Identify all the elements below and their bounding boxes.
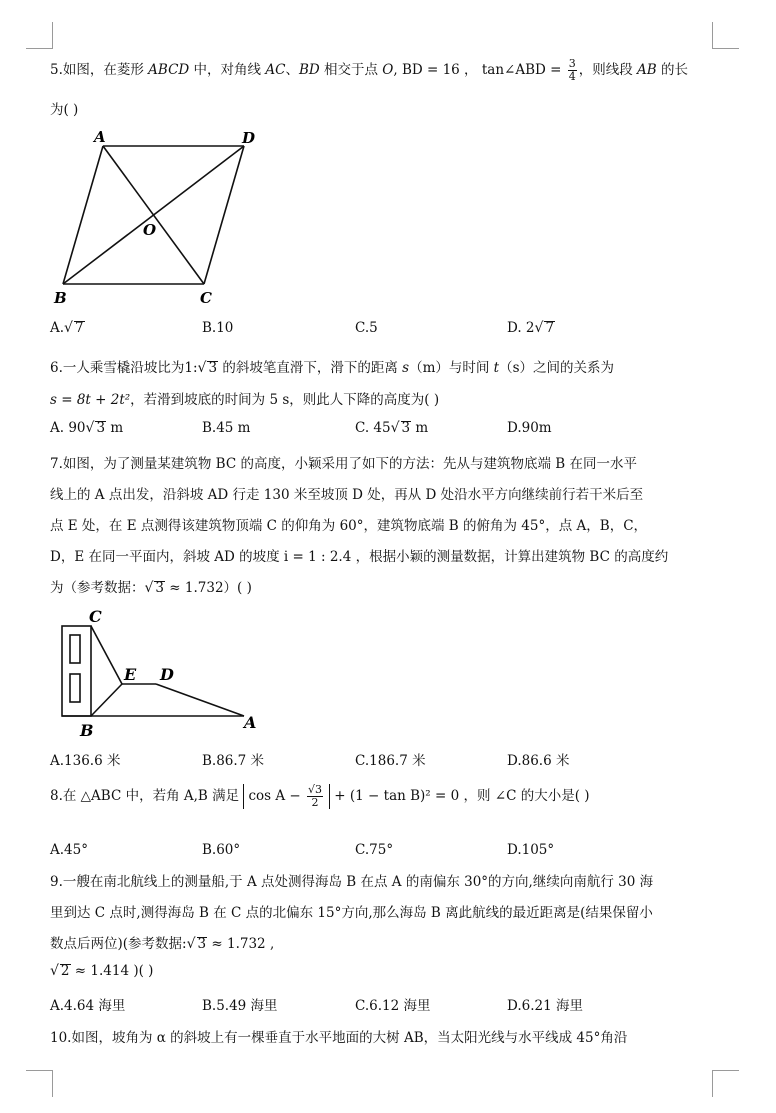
rhombus-side-dc <box>204 146 244 284</box>
q8-option-a[interactable]: A.45° <box>50 842 88 858</box>
q6-option-a[interactable]: A. 90√ 3 m <box>50 420 124 436</box>
q8-option-d[interactable]: D.105° <box>507 842 555 858</box>
q9-options <box>50 994 710 1014</box>
fraction: $\frac{3}{4}$ <box>568 57 576 83</box>
q6-option-d[interactable]: D.90m <box>507 420 552 436</box>
q5-option-b[interactable]: B.10 <box>202 320 234 336</box>
q6-options <box>50 420 710 440</box>
diagonal-bd <box>63 146 244 284</box>
crop-mark-top-right <box>712 22 739 49</box>
point-label-b: B <box>80 721 94 740</box>
q8-stem: 8.在 △ABC 中，若角 A,B 满足 cos A − $\frac{√3}{2}$ + (1 − tan B)² = 0 ，则 ∠C 的大小是( ) <box>50 783 590 809</box>
q6-option-c[interactable]: C. 45√ 3 m <box>355 420 429 436</box>
crop-mark-top-left <box>26 22 53 49</box>
q7-stem-line2: 线上的 A 点出发，沿斜坡 AD 行走 130 米至坡顶 D 处，再从 D 处沿水平方向继续前行若干米后至 <box>50 487 644 503</box>
q5-option-a[interactable]: A.√ 7 <box>50 320 84 336</box>
q7-stem-line4: D，E 在同一平面内，斜坡 AD 的坡度 i = 1 : 2.4 ，根据小颖的测量数据，计算出建筑物 BC 的高度约 <box>50 549 669 565</box>
q7-option-c[interactable]: C.186.7 米 <box>355 753 426 769</box>
q8-option-b[interactable]: B.60° <box>202 842 241 858</box>
q7-stem-line5: 为（参考数据：√ 3 ≈ 1.732）( ) <box>50 580 252 596</box>
q7-option-b[interactable]: B.86.7 米 <box>202 753 265 769</box>
absolute-value-expression: cos A − $\frac{√3}{2}$ <box>243 784 330 809</box>
point-label-d: D <box>160 665 174 684</box>
q6-option-b[interactable]: B.45 m <box>202 420 251 436</box>
q8-option-c[interactable]: C.75° <box>355 842 394 858</box>
q6-stem-line2: s = 8t + 2t²，若滑到坡底的时间为 5 s，则此人下降的高度为( ) <box>50 392 440 408</box>
rhombus-figure <box>48 126 268 310</box>
building-window-bottom <box>70 674 80 702</box>
q7-option-a[interactable]: A.136.6 米 <box>50 753 121 769</box>
point-label-a: A <box>244 713 257 732</box>
q7-stem-line3: 点 E 处，在 E 点测得该建筑物顶端 C 的仰角为 60°，建筑物底端 B 的俯角为 45°，点 A，B，C， <box>50 518 648 534</box>
point-label-c: C <box>200 289 212 307</box>
crop-mark-bottom-right <box>712 1070 739 1097</box>
building-slope-figure <box>48 602 278 744</box>
point-label-o: O <box>143 221 157 239</box>
q5-option-d[interactable]: D. 2√ 7 <box>507 320 555 336</box>
q9-stem-line1: 9.一艘在南北航线上的测量船,于 A 点处测得海岛 B 在点 A 的南偏东 30°的方向,继续向南航行 30 海 <box>50 874 654 890</box>
q9-stem-line4: √ 2 ≈ 1.414 )( ) <box>50 963 154 979</box>
point-label-e: E <box>124 665 137 684</box>
line-be <box>91 684 122 716</box>
q8-options <box>50 842 710 862</box>
q5-stem-line2: 为( ) <box>50 102 79 118</box>
q9-option-d[interactable]: D.6.21 海里 <box>507 998 583 1014</box>
q5-stem-line1: 5.如图，在菱形 ABCD 中，对角线 AC、BD 相交于点 O, BD = 16 ， tan∠ABD = $\frac{3}{4}$ ，则线段 AB 的长 <box>50 57 688 83</box>
q9-option-c[interactable]: C.6.12 海里 <box>355 998 431 1014</box>
q7-stem-line1: 7.如图，为了测量某建筑物 BC 的高度，小颖采用了如下的方法：先从与建筑物底端 B 在同一水平 <box>50 456 637 472</box>
q9-option-b[interactable]: B.5.49 海里 <box>202 998 278 1014</box>
point-label-d: D <box>242 129 256 147</box>
q9-stem-line3: 数点后两位)(参考数据:√ 3 ≈ 1.732 , <box>50 936 275 952</box>
q10-stem-line1: 10.如图，坡角为 α 的斜坡上有一棵垂直于水平地面的大树 AB，当太阳光线与水平线成 45°角沿 <box>50 1030 628 1046</box>
q9-stem-line2: 里到达 C 点时,测得海岛 B 在 C 点的北偏东 15°方向,那么海岛 B 离此航线的最近距离是(结果保留小 <box>50 905 653 921</box>
building-window-top <box>70 635 80 663</box>
q9-option-a[interactable]: A.4.64 海里 <box>50 998 126 1014</box>
q7-options <box>50 749 710 769</box>
point-label-b: B <box>54 289 67 307</box>
q5-options <box>50 320 710 340</box>
q5-option-c[interactable]: C.5 <box>355 320 378 336</box>
point-label-a: A <box>94 128 106 146</box>
q6-stem-line1: 6.一人乘雪橇沿坡比为1:√ 3 的斜坡笔直滑下，滑下的距离 s（m）与时间 t（s）之间的关系为 <box>50 360 615 376</box>
point-label-c: C <box>89 607 102 626</box>
line-ce <box>91 626 122 684</box>
q7-option-d[interactable]: D.86.6 米 <box>507 753 570 769</box>
slope-da <box>156 684 244 716</box>
rhombus-side-ba <box>63 146 103 284</box>
crop-mark-bottom-left <box>26 1070 53 1097</box>
